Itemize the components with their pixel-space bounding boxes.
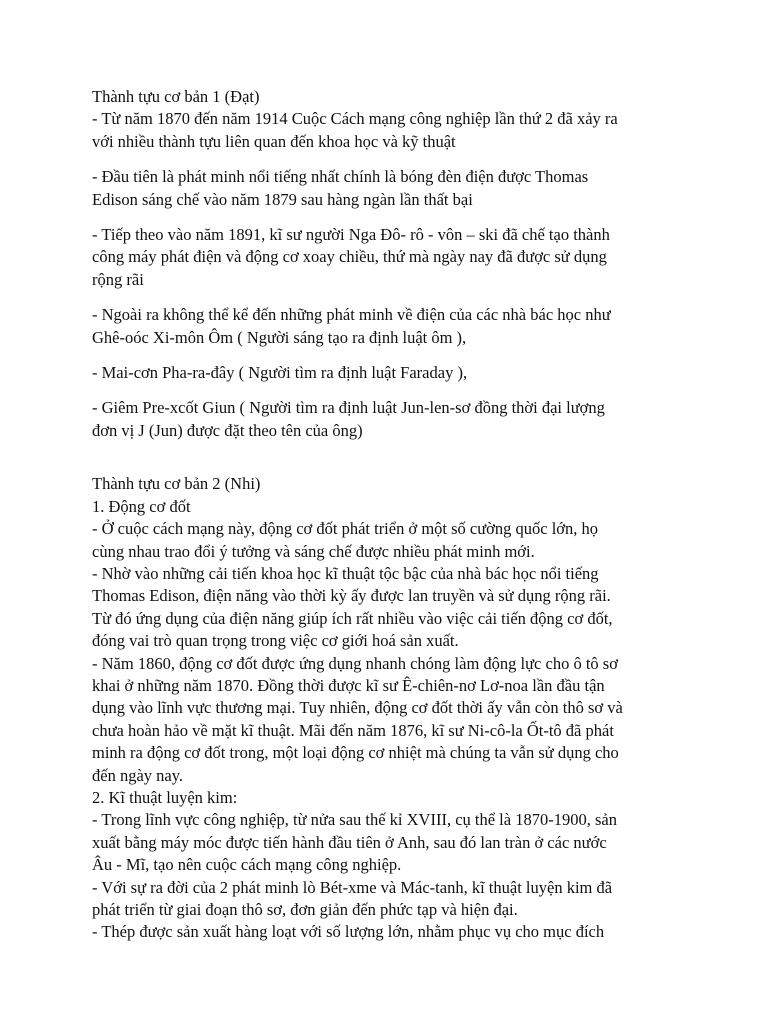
s2-line: chưa hoàn hảo về mặt kĩ thuật. Mãi đến năm 1876, kĩ sư Ni-cô-la Ốt-tô đã phát	[92, 720, 614, 740]
s2-line: cùng nhau trao đổi ý tưởng và sáng chế được nhiều phát minh mới.	[92, 541, 535, 561]
s1-paragraph-2-line-2: Edison sáng chế vào năm 1879 sau hàng ngàn lần thất bại	[92, 189, 473, 209]
s1-paragraph-4-line-2: Ghê-oóc Xi-môn Ôm ( Người sáng tạo ra định luật ôm ),	[92, 327, 467, 347]
s1-paragraph-3-line-1: - Tiếp theo vào năm 1891, kĩ sư người Nga Đô- rô - vôn – ski đã chế tạo thành	[92, 225, 610, 245]
document-page	[92, 86, 692, 944]
s2-line: Thomas Edison, điện năng vào thời kỳ ấy được lan truyền và sử dụng rộng rãi.	[92, 586, 611, 606]
s2-line: 1. Động cơ đốt	[92, 496, 191, 516]
s2-line: phát triển từ giai đoạn thô sơ, đơn giản đến phức tạp và hiện đại.	[92, 900, 518, 919]
section-1-title: Thành tựu cơ bản 1 (Đạt)	[92, 87, 260, 106]
s2-line: - Năm 1860, động cơ đốt được ứng dụng nhanh chóng làm động lực cho ô tô sơ	[92, 653, 618, 673]
s2-line: dụng vào lĩnh vực thương mại. Tuy nhiên, động cơ đốt thời ấy vẫn còn thô sơ và	[92, 698, 623, 718]
s2-line: Âu - Mĩ, tạo nên cuộc cách mạng công nghiệp.	[92, 855, 402, 875]
s2-line: - Trong lĩnh vực công nghiệp, từ nửa sau thế kỉ XVIII, cụ thể là 1870-1900, sản	[92, 810, 617, 830]
s2-line: - Ở cuộc cách mạng này, động cơ đốt phát triển ở một số cường quốc lớn, họ	[92, 519, 599, 539]
s2-line: Từ đó ứng dụng của điện năng giúp ích rất nhiều vào việc cải tiến động cơ đốt,	[92, 608, 613, 628]
s1-paragraph-3-line-3: rộng rãi	[92, 269, 144, 289]
s1-paragraph-5-line-1: - Mai-cơn Pha-ra-đây ( Người tìm ra định luật Faraday ),	[92, 363, 468, 383]
s2-line: xuất bằng máy móc được tiến hành đầu tiên ở Anh, sau đó lan tràn ở các nước	[92, 832, 607, 852]
s1-paragraph-6-line-2: đơn vị J (Jun) được đặt theo tên của ông)	[92, 420, 363, 440]
s2-line: - Thép được sản xuất hàng loạt với số lượng lớn, nhằm phục vụ cho mục đích	[92, 922, 605, 942]
s1-paragraph-1-line-2: với nhiều thành tựu liên quan đến khoa học và kỹ thuật	[92, 131, 456, 151]
section-2-title: Thành tựu cơ bản 2 (Nhi)	[92, 474, 261, 494]
s1-paragraph-6-line-1: - Giêm Pre-xcốt Giun ( Người tìm ra định luật Jun-len-sơ đồng thời đại lượng	[92, 398, 605, 418]
s2-line: khai ở những năm 1870. Đồng thời được kĩ sư Ê-chiên-nơ Lơ-noa lần đầu tận	[92, 675, 605, 695]
s2-line: - Nhờ vào những cải tiến khoa học kĩ thuật tộc bậc của nhà bác học nổi tiếng	[92, 563, 599, 583]
s2-line: đến ngày nay.	[92, 765, 184, 785]
s2-line: đóng vai trò quan trọng trong việc cơ giới hoá sản xuất.	[92, 631, 459, 651]
s2-line: - Với sự ra đời của 2 phát minh lò Bét-xme và Mác-tanh, kĩ thuật luyện kim đã	[92, 877, 613, 897]
s1-paragraph-3-line-2: công máy phát điện và động cơ xoay chiều, thứ mà ngày nay đã được sử dụng	[92, 247, 607, 267]
s2-line: 2. Kĩ thuật luyện kim:	[92, 787, 238, 807]
s1-paragraph-4-line-1: - Ngoài ra không thể kể đến những phát minh về điện của các nhà bác học như	[92, 305, 611, 325]
s2-line: minh ra động cơ đốt trong, một loại động cơ nhiệt mà chúng ta vẫn sử dụng cho	[92, 743, 619, 763]
s1-paragraph-2-line-1: - Đầu tiên là phát minh nổi tiếng nhất chính là bóng đèn điện được Thomas	[92, 167, 589, 187]
s1-paragraph-1-line-1: - Từ năm 1870 đến năm 1914 Cuộc Cách mạng công nghiệp lần thứ 2 đã xảy ra	[92, 109, 618, 129]
